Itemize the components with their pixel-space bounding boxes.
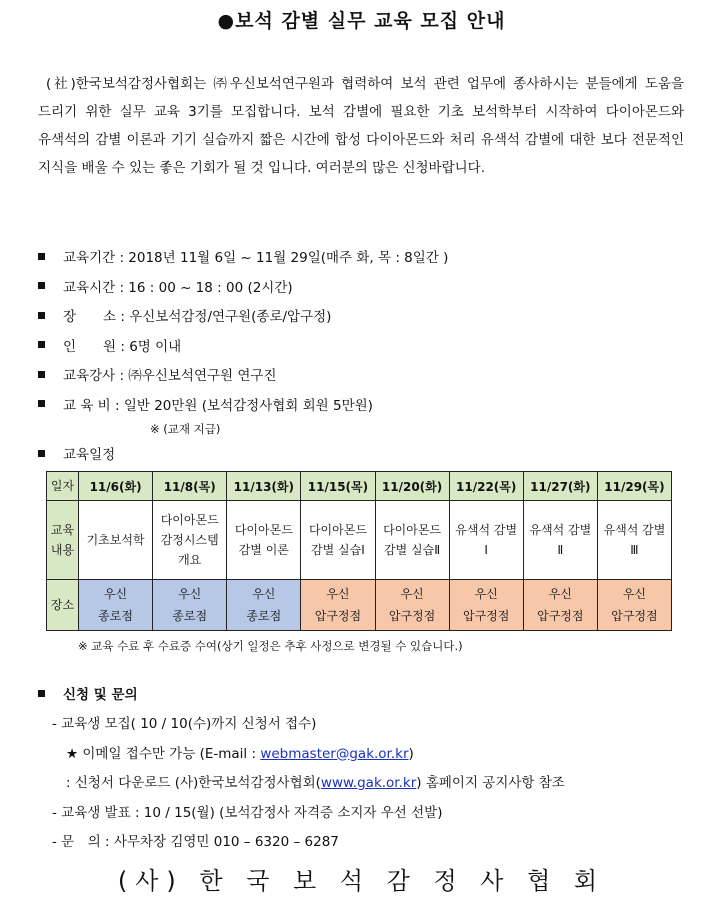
- date-cell: 11/22(목): [449, 472, 523, 501]
- bullet-square-icon: [38, 341, 45, 348]
- date-cell: 11/20(화): [375, 472, 449, 501]
- place-cell: 우신 압구정점: [375, 580, 449, 631]
- info-fee: 교 육 비 : 일반 20만원 (보석감정사협회 회원 5만원): [38, 392, 688, 422]
- place-cell: 우신 압구정점: [523, 580, 597, 631]
- place-cell: 우신 압구정점: [301, 580, 375, 631]
- bullet-square-icon: [38, 371, 45, 378]
- header-content-cell: 교육 내용: [47, 501, 79, 580]
- date-cell: 11/6(화): [79, 472, 153, 501]
- download-line: : 신청서 다운로드 (사)한국보석감정사협회(www.gak.or.kr) 홈페이지 공지사항 참조: [66, 775, 565, 791]
- date-cell: 11/29(목): [597, 472, 671, 501]
- page-title: ●보석 감별 실무 교육 모집 안내: [217, 10, 506, 32]
- email-link[interactable]: webmaster@gak.or.kr: [260, 745, 409, 762]
- header-date-cell: 일자: [47, 472, 79, 501]
- content-cell: 기초보석학: [79, 501, 153, 580]
- date-cell: 11/27(화): [523, 472, 597, 501]
- bullet-square-icon: [38, 282, 45, 289]
- content-cell: 다이아몬드 감별 실습Ⅰ: [301, 501, 375, 580]
- place-cell: 우신 종로점: [153, 580, 227, 631]
- schedule-place-row: [47, 580, 672, 631]
- schedule-table: [46, 471, 672, 631]
- info-list: [38, 244, 688, 421]
- intro-paragraph: (社)한국보석감정사협회는 ㈜우신보석연구원과 협력하여 보석 관련 업무에 종사하시는 분들에게 도움을 드리기 위한 실무 교육 3기를 모집합니다. 보석 감별에 필요한 기초 보석학부터 시작하여 다이아몬드와 유색석의 감별 이론과 기기 실습까지 짧은 시간에 합성 다이아몬드와 처리 유색석 감별에 대한 보다 전문적인 지식을 배울 수 있는 좋은 기회가 될 것 입니다. 여러분의 많은 신청바랍니다.: [38, 76, 684, 176]
- date-cell: 11/8(목): [153, 472, 227, 501]
- place-cell: 우신 종로점: [79, 580, 153, 631]
- website-link[interactable]: www.gak.or.kr: [320, 775, 417, 791]
- recruit-line: - 교육생 모집( 10 / 10(수)까지 신청서 접수): [52, 716, 317, 732]
- email-line: ★ 이메일 접수만 가능 (E-mail : webmaster@gak.or.kr): [66, 745, 414, 762]
- bullet-square-icon: [38, 253, 45, 260]
- info-time: 교육시간 : 16 : 00 ~ 18 : 00 (2시간): [38, 274, 688, 304]
- bullet-square-icon: [38, 312, 45, 319]
- date-cell: 11/13(화): [227, 472, 301, 501]
- info-instructor: 교육강사 : ㈜우신보석연구원 연구진: [38, 362, 688, 392]
- contact-list: [52, 710, 565, 858]
- textbook-note: ※ (교재 지급): [150, 422, 221, 436]
- inquiry-line: - 문 의 : 사무차장 김영민 010 – 6320 – 6287: [52, 834, 339, 850]
- place-cell: 우신 압구정점: [449, 580, 523, 631]
- announce-line: - 교육생 발표 : 10 / 15(월) (보석감정사 자격증 소지자 우선 선발): [52, 804, 443, 821]
- bullet-square-icon: [38, 450, 45, 457]
- header-place-cell: 장소: [47, 580, 79, 631]
- info-location: 장 소 : 우신보석감정/연구원(종로/압구정): [38, 303, 688, 333]
- bullet-square-icon: [38, 400, 45, 407]
- content-cell: 다이아몬드 감별 실습Ⅱ: [375, 501, 449, 580]
- content-cell: 유색석 감별 Ⅱ: [523, 501, 597, 580]
- schedule-heading: 교육일정: [38, 444, 115, 466]
- place-cell: 우신 종로점: [227, 580, 301, 631]
- schedule-content-row: [47, 501, 672, 580]
- content-cell: 다이아몬드 감별 이론: [227, 501, 301, 580]
- schedule-date-row: [47, 472, 672, 501]
- date-cell: 11/15(목): [301, 472, 375, 501]
- footer-organization: (사) 한 국 보 석 감 정 사 협 회: [117, 867, 606, 895]
- info-capacity: 인 원 : 6명 이내: [38, 333, 688, 363]
- content-cell: 유색석 감별 Ⅰ: [449, 501, 523, 580]
- contact-heading: 신청 및 문의: [38, 684, 138, 706]
- content-cell: 다이아몬드 감정시스템 개요: [153, 501, 227, 580]
- bullet-square-icon: [38, 690, 45, 697]
- certificate-note: ※ 교육 수료 후 수료증 수여(상기 일정은 추후 사정으로 변경될 수 있습니다.): [78, 639, 463, 653]
- content-cell: 유색석 감별 Ⅲ: [597, 501, 671, 580]
- place-cell: 우신 압구정점: [597, 580, 671, 631]
- info-period: 교육기간 : 2018년 11월 6일 ~ 11월 29일(매주 화, 목 : 8일간 ): [38, 244, 688, 274]
